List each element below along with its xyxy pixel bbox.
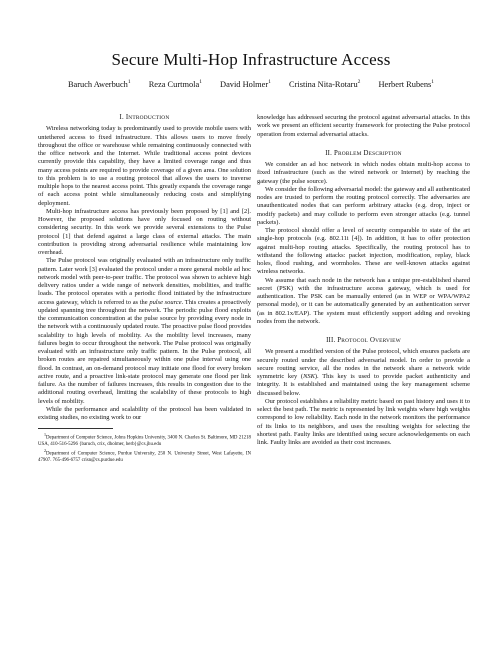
author-affiliation-mark: 1 — [431, 79, 435, 86]
author-affiliation-mark: 1 — [268, 79, 271, 86]
paper-title: Secure Multi-Hop Infrastructure Access — [111, 50, 391, 69]
paragraph: knowledge has addressed securing the protocol against adversarial attacks. In this work we present an efficient security framework for protecting the Pulse protocol operation from external adversarial attacks. — [257, 114, 470, 138]
author-affiliation-mark: 1 — [127, 79, 131, 86]
author-affiliation-mark: 1 — [199, 79, 202, 86]
paragraph: We consider the following adversarial model: the gateway and all authenticated nodes are trusted to perform the routing protocol correctly. The adversaries are unauthenticated nodes that can perform arbitrary attacks (e.g. drop, inject or modify packets) and may collude to perform even stronger attacks (e.g. tunnel packets). — [257, 185, 470, 226]
paragraph: While the performance and scalability of the protocol has been validated in existing studies, no existing work to our — [38, 405, 251, 421]
section-heading-protocol-overview: III. PROTOCOL OVERVIEW — [326, 337, 401, 344]
nsk-symbol: NSK — [303, 373, 315, 380]
author — [68, 80, 131, 89]
author — [379, 80, 435, 89]
paragraph: Our protocol establishes a reliability metric based on past history and uses it to select the best path. The metric is represented by link weights where high weights correspond to low reliability. Each node in the network monitors the performance of its links to its neighbors, and uses the resulting weights for selecting the shortest path. Faulty links are identified using secure acknowledgements on each link. Faulty links are avoided as their cost increases. — [257, 397, 470, 446]
left-column — [38, 114, 251, 464]
footnotes — [38, 428, 251, 464]
section-heading-problem-description: II. PROBLEM DESCRIPTION — [325, 149, 402, 157]
paragraph: The Pulse protocol was originally evaluated with an infrastructure only traffic pattern. Later work [3] evaluated the protocol under a more general mobile ad hoc network model with peer-to-peer traffic. The protocol was shown to achieve high delivery ratios under a wide range of network densities, mobilities, and traffic loads. The protocol operates with a periodic flood initiated by the infrastructure access gateway, which is referred to as the pulse source. This creates a proactively updated spanning tree throughout the network. The periodic pulse flood exploits the communication concentration at the pulse source by providing every node in the network with a continuously updated route. The proactive pulse flood provides scalability to high levels of mobility. As the mobility level increases, many failures begin to occur throughout the network. The Pulse protocol was originally evaluated with an infrastructure only traffic pattern. In the Pulse protocol, all broken routes are repaired simultaneously within one pulse interval using one flood. In contrast, an on-demand protocol may initiate one flood for every broken active route, and a proactive link-state protocol may generate one flood per link failure. As the number of failures increases, this results in congestion due to the additional routing overhead, limiting the scalability of these protocols to high levels of mobility. — [38, 257, 252, 405]
footnote: $^1$Department of Computer Science, Johns Hopkins University, 3400 N. Charles St. Baltimore, MD 21218 USA, 410-516-5296 {baruch, crix, dholmer, herb}@cs.jhu.edu — [38, 432, 251, 448]
author-name: Baruch Awerbuch — [67, 80, 128, 89]
emphasis-pulse-source: pulse source — [149, 298, 182, 306]
paragraph: The protocol should offer a level of security comparable to state of the art single-hop protocols (e.g. 802.11i [4]). In addition, it has to offer protection against multi-hop routing attacks. Specifically, the routing protocol has to withstand the following attacks: packet injection, modification, replay, black holes, flood rushing, and wormholes. These are well-known attacks against wireless networks. — [257, 227, 470, 276]
paragraph: Multi-hop infrastructure access has previously been proposed by [1] and [2]. However, the proposed solutions have only focused on routing without considering security. In this work we provide several extensions to the Pulse protocol [1] that defend against a large class of external attacks. The main contribution is providing strong adversarial resilience while maintaining low overhead. — [38, 207, 251, 256]
paragraph: We consider an ad hoc network in which nodes obtain multi-hop access to fixed infrastructure (such as the wired network or Internet) by reaching the gateway (the pulse source). — [257, 161, 470, 185]
author-name: David Holmer — [220, 80, 269, 89]
author-name: Reza Curtmola — [148, 80, 200, 89]
right-column — [257, 114, 470, 447]
paragraph: We present a modified version of the Pulse protocol, which ensures packets are securely routed under the described adversarial model. In order to provide a secure routing service, all the nodes in the network share a network wide symmetric key (NSK). This key is used to provide packet authenticity and integrity. It is established and maintained using the key management scheme discussed below. — [257, 348, 470, 397]
author-name: Herbert Rubens — [378, 80, 432, 89]
author — [289, 80, 360, 89]
footnote: $^2$Department of Computer Science, Purdue University, 250 N. University Street, West Lafayette, IN 47907. 765-496-6757 crisn@cs.purdue.edu — [38, 448, 251, 464]
author-affiliation-mark: 2 — [357, 79, 361, 86]
paragraph: We assume that each node in the network has a unique pre-established shared secret (PSK) with the infrastructure access gateway, which is used for authentication. The PSK can be manually entered (as in WEP or WPA/WPA2 personal mode), or it can be automatically generated by an authentication server (as in 802.1x/EAP). The system must efficiently support adding and revoking nodes from the network. — [257, 276, 470, 325]
author — [220, 80, 271, 89]
paragraph: Wireless networking today is predominantly used to provide mobile users with untethered access to fixed infrastructure. This allows users to move freely throughout the office or warehouse while remaining continuously connected with the office network and the Internet. While traditional access point devices currently provide this capability, they have a limited coverage range and thus many access points are required to provide coverage of a given area. One solution to this problem is to use a routing protocol that allows the users to traverse multiple hops to the nearest access point. This greatly expands the coverage range of each access point while simultaneously reducing costs and simplifying deployment. — [38, 125, 251, 207]
author-name: Cristina Nita-Rotaru — [289, 80, 358, 89]
author-list — [0, 80, 502, 89]
author — [149, 80, 202, 89]
section-heading-introduction: I. INTRODUCTION — [119, 114, 170, 121]
